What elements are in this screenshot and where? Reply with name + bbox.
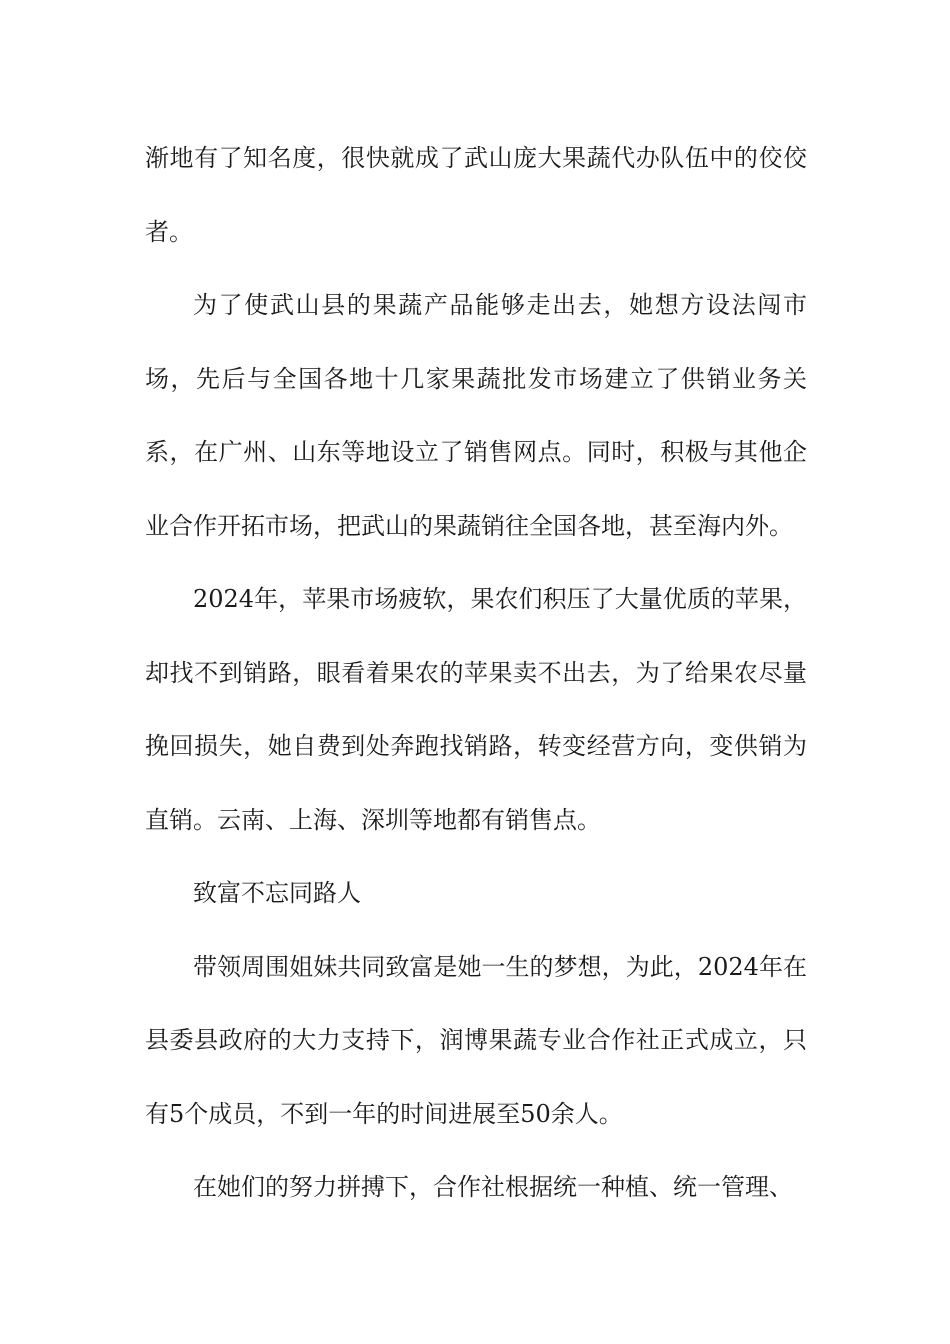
paragraph-cooperative: 带领周围姐妹共同致富是她一生的梦想，为此，2024年在县委县政府的大力支持下，润博果蔬专业合作社正式成立，只有5个成员，不到一年的时间进展至50余人。 <box>145 952 807 1128</box>
paragraph-efforts: 在她们的努力拼搏下，合作社根据统一种植、统一管理、 <box>193 1173 793 1201</box>
section-heading: 致富不忘同路人 <box>193 879 361 907</box>
paragraph-continued: 渐地有了知名度，很快就成了武山庞大果蔬代办队伍中的佼佼者。 <box>145 144 807 246</box>
paragraph-apple-sales: 2024年，苹果市场疲软，果农们积压了大量优质的苹果，却找不到销路，眼看着果农的苹果卖不出去，为了给果农尽量挽回损失，她自费到处奔跑找销路，转变经营方向，变供销为直销。云南、上海、深圳等地都有销售点。 <box>145 585 807 834</box>
paragraph-market-expansion: 为了使武山县的果蔬产品能够走出去，她想方设法闯市场，先后与全国各地十几家果蔬批发市场建立了供销业务关系，在广州、山东等地设立了销售网点。同时，积极与其他企业合作开拓市场，把武山的果蔬销往全国各地，甚至海内外。 <box>145 291 807 540</box>
document-body <box>145 122 807 1225</box>
